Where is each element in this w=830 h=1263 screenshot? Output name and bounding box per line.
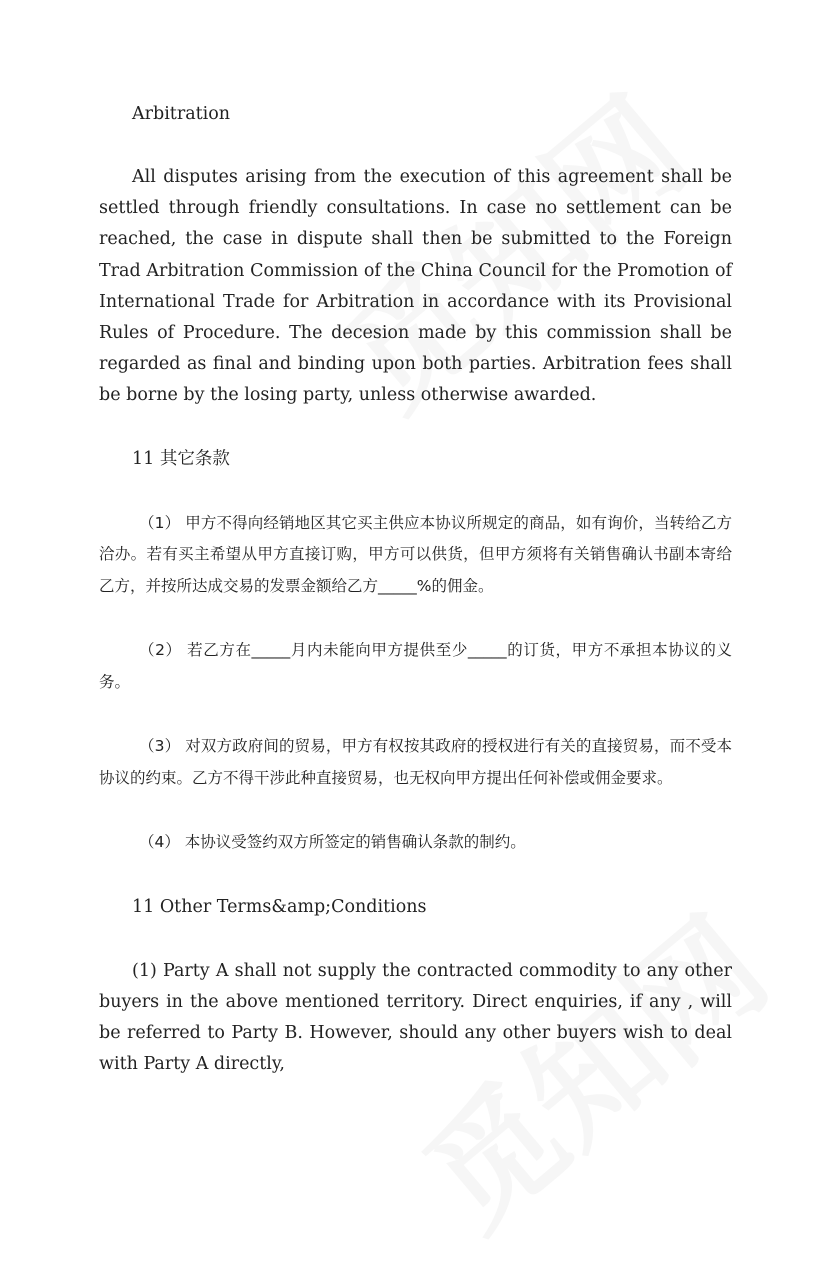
clause-en-1: (1) Party A shall not supply the contracted commodity to any other buyers in the above mentioned territory. Direct enquiries, if any , will be referred to Party B. However, should any other buyers wish to deal with Party A directly, (99, 960, 732, 1075)
other-terms-heading-en: 11 Other Terms&amp;Conditions (132, 896, 427, 917)
arbitration-heading: Arbitration (132, 104, 231, 124)
clause-zh-4: （4） 本协议受签约双方所签定的销售确认条款的制约。 (139, 833, 526, 852)
document-content (99, 99, 732, 1080)
arbitration-paragraph: All disputes arising from the execution of this agreement shall be settled through friendly consultations. In case no settlement can be reached, the case in dispute shall then be submitted to the Foreign Trad Arbitration Commission of the China Council for the Promotion of International Trade for Arbitration in accordance with its Provisional Rules of Procedure. The decesion made by this commission shall be regarded as final and binding upon both parties. Arbitration fees shall be borne by the losing party, unless otherwise awarded. (99, 167, 732, 406)
clause-zh-1: （1） 甲方不得向经销地区其它买主供应本协议所规定的商品，如有询价，当转给乙方洽办。若有买主希望从甲方直接订购，甲方可以供货，但甲方须将有关销售确认书副本寄给乙方，并按所达成交易的发票金额给乙方_____%的佣金。 (99, 513, 732, 595)
clause-zh-3: （3） 对双方政府间的贸易，甲方有权按其政府的授权进行有关的直接贸易，而不受本协议的约束。乙方不得干涉此种直接贸易，也无权向甲方提出任何补偿或佣金要求。 (99, 737, 732, 787)
clause-zh-2: （2） 若乙方在_____月内未能向甲方提供至少_____的订货，甲方不承担本协议的义务。 (99, 641, 732, 691)
other-terms-heading-zh: 11 其它条款 (132, 448, 230, 469)
